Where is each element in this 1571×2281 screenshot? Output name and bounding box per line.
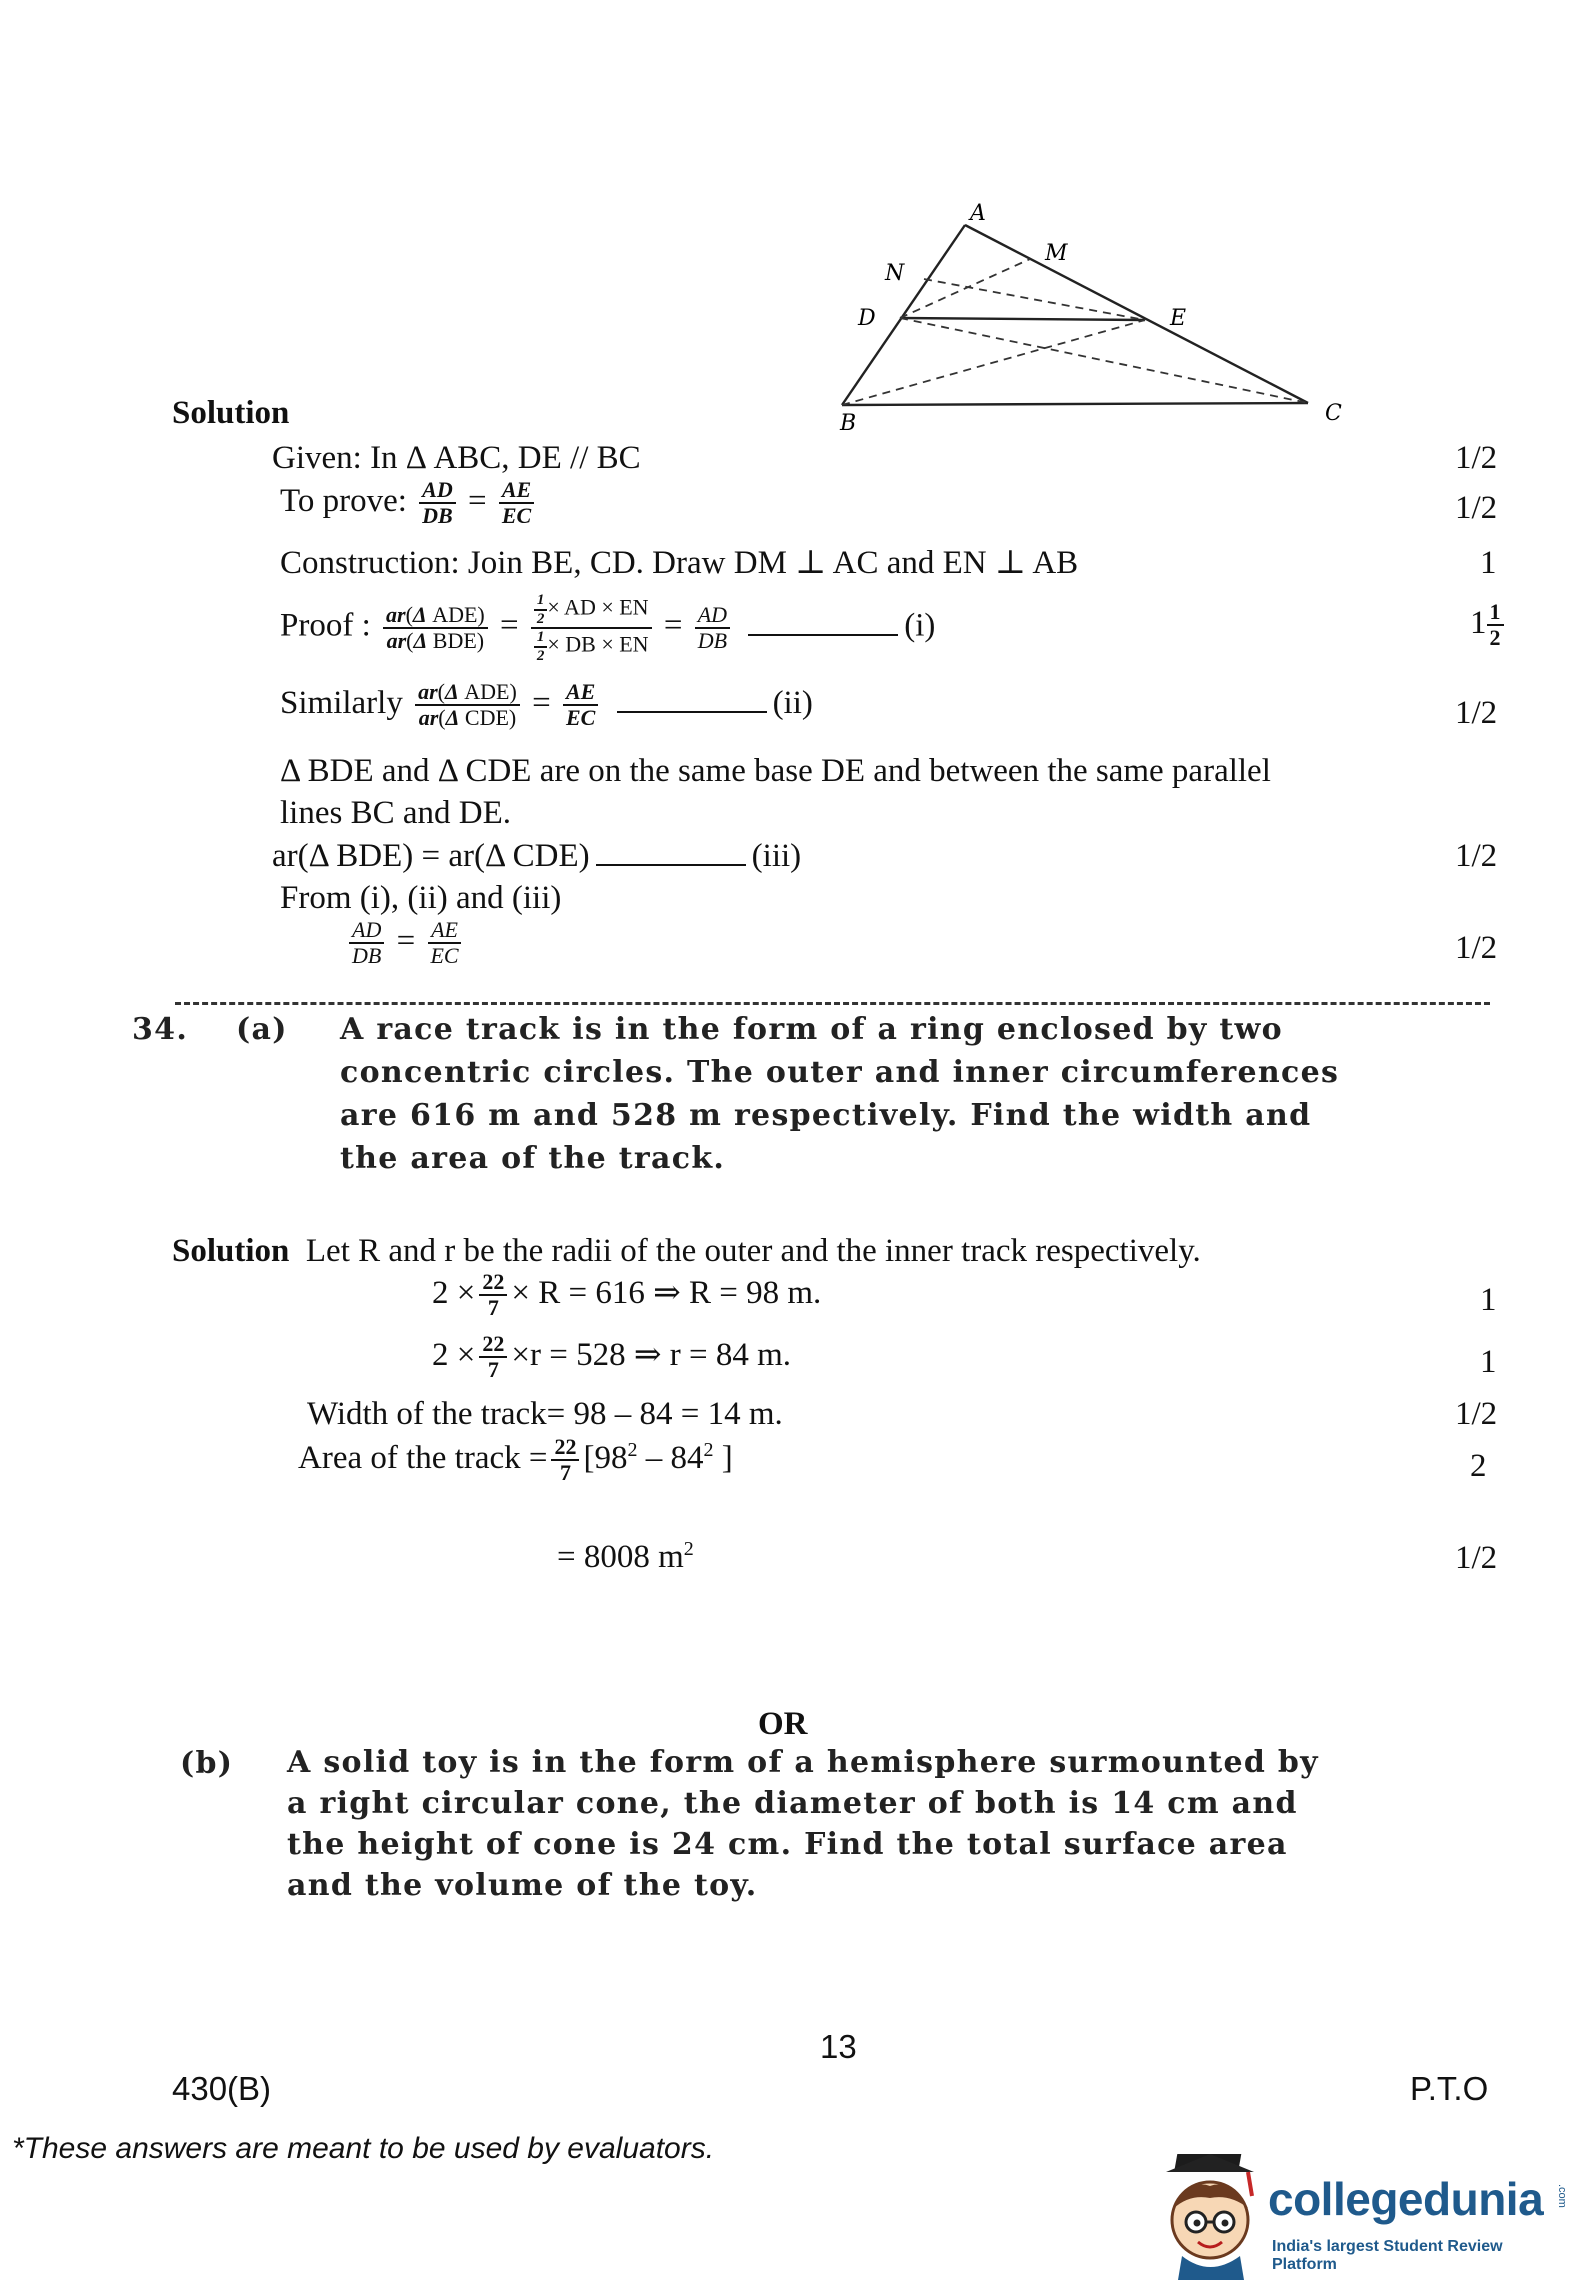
- point-m-label: M: [1045, 241, 1068, 266]
- area-result: = 8008 $m^2$: [557, 1538, 694, 1575]
- brand-logo[interactable]: [1160, 2150, 1570, 2280]
- mark: 1/2: [1455, 930, 1498, 966]
- vertex-d-label: D: [858, 306, 876, 331]
- question-b-text: A solid toy is in the form of a hemisphere surmounted by a right circular cone, the diameter of both is 14 cm and the height of cone is 24 cm. Find the total surface area and the volume of the toy.: [287, 1745, 1319, 1903]
- brand-tagline: India's largest Student Review Platform: [1272, 2238, 1503, 2273]
- mark: 1: [1480, 1344, 1497, 1380]
- mark-one-half: 1 $\frac{1}{2}$: [1470, 600, 1504, 650]
- width-line: Width of the track= 98 – 84 = 14 m.: [307, 1396, 783, 1432]
- section-divider: [175, 1002, 1490, 1005]
- pto-label: P.T.O: [1410, 2070, 1489, 2107]
- question-a-text: A race track is in the form of a ring enclosed by two concentric circles. The outer and inner circumferences are 616 m and 528 m respectively. Find the width and the area of the track.: [340, 1012, 1340, 1176]
- solution-label: Solution: [172, 395, 290, 431]
- from-line: From (i), (ii) and (iii): [280, 880, 562, 916]
- question-part-a: (a): [236, 1012, 288, 1047]
- evaluator-note: *These answers are meant to be used by evaluators.: [12, 2132, 715, 2165]
- question-number: 34.: [132, 1012, 189, 1047]
- mark: 1: [1480, 545, 1497, 581]
- paper-code: 430(B): [172, 2070, 272, 2107]
- vertex-c-label: C: [1325, 401, 1342, 426]
- mark: 1/2: [1455, 440, 1498, 476]
- given-line: Given: In Δ ABC, DE // BC: [272, 440, 641, 476]
- inner-radius-equation: 2 × $\frac{22}{7}$ ×r = 528 ⇒ r = 84 m.: [432, 1331, 792, 1383]
- triangle-figure: [830, 195, 1350, 435]
- mark: 1/2: [1455, 1540, 1498, 1576]
- to-prove-line: To prove: $\frac{AD}{DB}$ = $\frac{AE}{EC}$: [280, 478, 538, 528]
- construction-line: Construction: Join BE, CD. Draw DM ⊥ AC and EN ⊥ AB: [280, 545, 1079, 581]
- brand-name: collegedunia: [1268, 2173, 1544, 2225]
- solution-34a-line: Solution Let R and r be the radii of the outer and the inner track respectively.: [172, 1233, 1201, 1269]
- proof-line: Proof : $\frac{\text{ar(Δ ADE)}}{\text{ar(Δ BDE)}}$ = $\frac{1}{2}$ × AD × EN $\frac{1}{2}$ × DB × EN = $\frac{AD}{DB}$ (i): [280, 592, 936, 664]
- area-line: Area of the track = $\frac{22}{7}$ [$98^2 - 84^2$ ]: [298, 1434, 733, 1486]
- area-equality-line: ar(Δ BDE) = ar(Δ CDE) (iii): [272, 838, 802, 874]
- vertex-b-label: B: [840, 411, 857, 435]
- vertex-a-label: A: [970, 201, 986, 226]
- conclusion-line: $\frac{AD}{DB}$ = $\frac{AE}{EC}$: [345, 918, 466, 968]
- page-number: 13: [820, 2028, 857, 2065]
- similarly-line: Similarly $\frac{\text{ar(Δ ADE)}}{\text{ar(Δ CDE)}}$ = $\frac{AE}{EC}$ (ii): [280, 679, 813, 731]
- base-line-2: lines BC and DE.: [280, 795, 511, 831]
- mark: 1: [1480, 1282, 1497, 1318]
- mark: 1/2: [1455, 490, 1498, 526]
- point-n-label: N: [885, 261, 905, 286]
- mark: 1/2: [1455, 695, 1498, 731]
- vertex-e-label: E: [1170, 306, 1187, 331]
- student-mascot-icon: [1160, 2150, 1270, 2280]
- outer-radius-equation: 2 × $\frac{22}{7}$ × R = 616 ⇒ R = 98 m.: [432, 1269, 822, 1321]
- base-line-1: Δ BDE and Δ CDE are on the same base DE and between the same parallel: [280, 753, 1271, 789]
- question-part-b: (b): [180, 1746, 234, 1781]
- brand-suffix: .com: [1556, 2184, 1568, 2208]
- or-separator: OR: [758, 1706, 808, 1742]
- mark: 1/2: [1455, 838, 1498, 874]
- mark: 2: [1470, 1448, 1487, 1484]
- mark: 1/2: [1455, 1396, 1498, 1432]
